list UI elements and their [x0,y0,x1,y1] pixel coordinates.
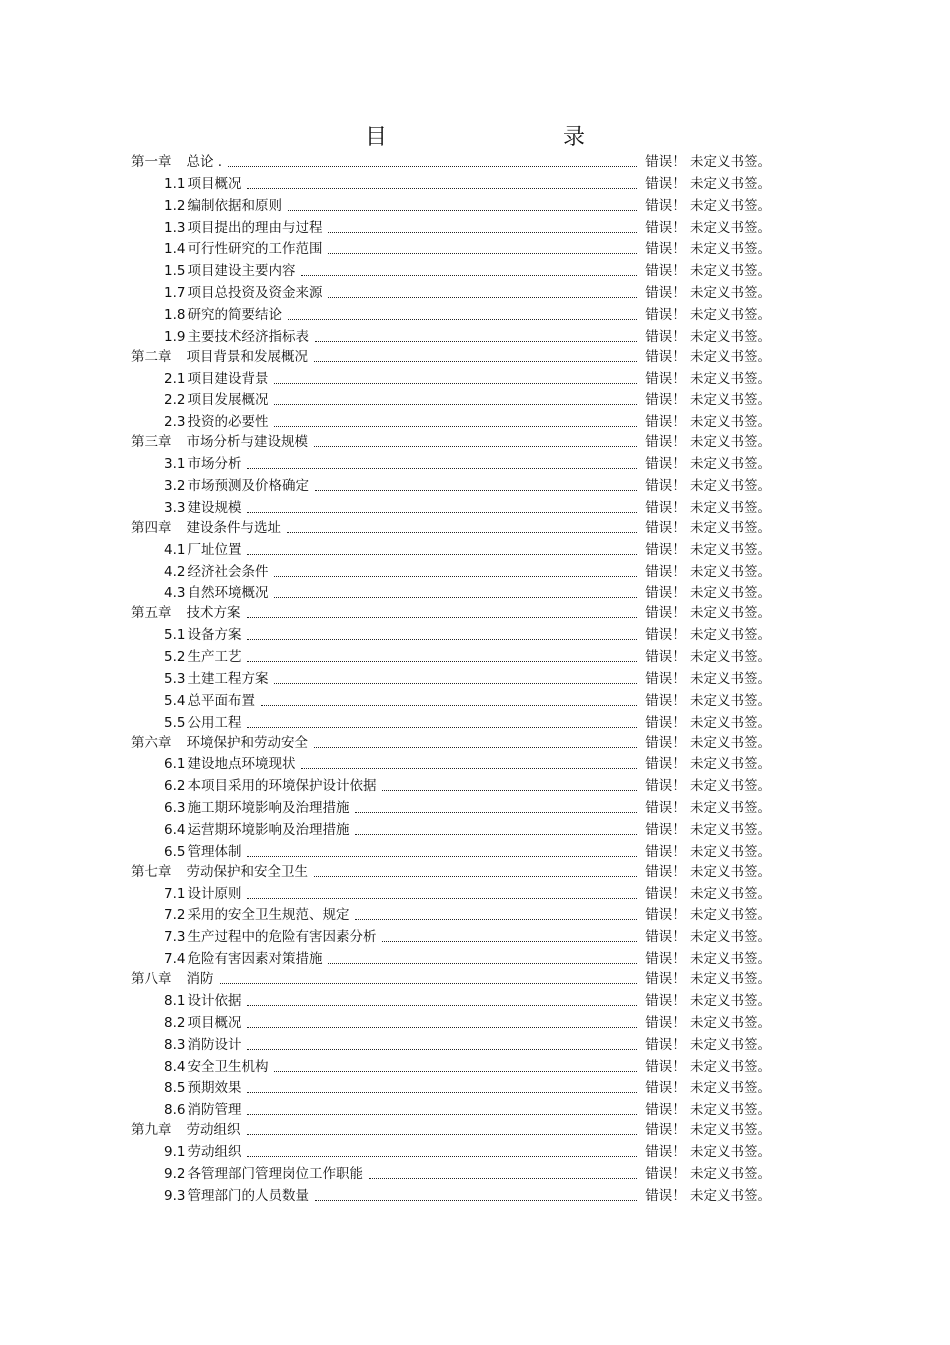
dot-leader [247,1102,637,1115]
toc-entry-label [164,329,309,345]
toc-section-entry[interactable] [131,236,771,258]
toc-entry-text: 预期效果 [187,1080,242,1097]
toc-entry-text: 项目建设主要内容 [187,263,296,280]
toc-entry-number: 2.2 [164,392,186,409]
dot-leader [382,929,637,942]
toc-entry-number: 8.1 [164,993,186,1009]
toc-entry-label [164,456,241,472]
toc-entry-page-ref: 错误！ 未定义书签。 [645,154,771,170]
toc-entry-number: 2.1 [164,370,186,387]
toc-section-entry[interactable] [131,1053,771,1075]
toc-entry-label [131,735,308,751]
toc-entry-text: 研究的简要结论 [187,306,282,323]
toc-entry-number: 4.2 [164,563,186,580]
toc-entry-page-ref: 错误！ 未定义书签。 [645,649,771,666]
dot-leader [274,392,637,405]
toc-entry-text: 消防 [186,971,214,988]
toc-entry-page-ref: 错误！ 未定义书签。 [645,821,771,838]
toc-entry-page-ref: 错误！ 未定义书签。 [645,885,771,902]
toc-chapter-entry[interactable] [131,967,771,987]
toc-section-entry[interactable] [131,1160,771,1182]
toc-entry-number: 4.3 [164,585,186,602]
toc-entry-text: 设备方案 [187,627,242,644]
toc-section-entry[interactable] [131,987,771,1009]
dot-leader [287,520,637,533]
toc-entry-number: 7.3 [164,929,186,946]
toc-entry-number: 5.2 [164,649,186,666]
toc-entry-label [164,715,241,731]
toc-entry-page-ref: 错误！ 未定义书签。 [645,1122,771,1139]
dot-leader [274,585,637,598]
toc-entry-number: 3.1 [164,456,186,473]
toc-chapter-entry[interactable] [131,731,771,751]
toc-entry-text: 项目概况 [187,175,242,192]
toc-entry-label [164,693,255,709]
toc-entry-text: 本项目采用的环境保护设计依据 [187,778,377,795]
toc-entry-text: 各管理部门管理岗位工作职能 [187,1165,363,1182]
dot-leader [301,263,637,276]
toc-entry-page-ref: 错误！ 未定义书签。 [645,392,771,409]
dot-leader [369,1166,637,1179]
dot-leader [274,414,637,427]
toc-entry-text: 项目概况 [187,1014,242,1031]
toc-entry-label [164,285,322,301]
toc-entry-page-ref: 错误！ 未定义书签。 [645,328,771,345]
toc-section-entry[interactable] [131,687,771,709]
dot-leader [228,154,637,167]
dot-leader [247,605,638,618]
toc-entry-number: 6.2 [164,778,186,795]
dot-leader [247,844,637,857]
toc-chapter-entry[interactable] [131,860,771,880]
toc-entry-label [164,822,349,838]
toc-entry-page-ref: 错误！ 未定义书签。 [645,263,771,280]
toc-section-entry[interactable] [131,902,771,924]
toc-section-entry[interactable] [131,665,771,687]
dot-leader [247,886,637,899]
toc-entry-label [131,864,308,880]
toc-entry-number: 6.5 [164,843,186,860]
toc-section-entry[interactable] [131,1182,771,1204]
toc-entry-number: 第八章 [131,971,172,988]
toc-section-entry[interactable] [131,945,771,967]
toc-entry-number: 6.1 [164,756,186,773]
toc-entry-text: 生产过程中的危险有害因素分析 [187,929,377,946]
toc-entry-label [164,907,349,923]
toc-section-entry[interactable] [131,170,771,192]
toc-entry-text: 总平面布置 [187,692,255,709]
toc-entry-label [164,585,268,601]
toc-entry-label [164,478,309,494]
toc-entry-page-ref: 错误！ 未定义书签。 [645,414,771,431]
toc-entry-page-ref: 错误！ 未定义书签。 [645,1165,771,1182]
toc-section-entry[interactable] [131,1138,771,1160]
toc-entry-label [164,1144,241,1160]
toc-entry-page-ref: 错误！ 未定义书签。 [645,863,771,880]
toc-entry-label [164,929,376,945]
dot-leader [247,542,637,555]
toc-section-entry[interactable] [131,279,771,301]
toc-entry-label [131,434,308,450]
toc-entry-number: 1.4 [164,241,186,258]
toc-entry-number: 第七章 [131,863,172,880]
toc-entry-label [164,778,376,794]
toc-section-entry[interactable] [131,323,771,345]
toc-chapter-entry[interactable] [131,1118,771,1138]
toc-entry-number: 第一章 [131,154,172,170]
toc-entry-page-ref: 错误！ 未定义书签。 [645,1144,771,1161]
toc-entry-page-ref: 错误！ 未定义书签。 [645,241,771,258]
toc-title: 目 录 [364,125,629,150]
toc-entry-label [131,1122,241,1138]
toc-entry-label [131,605,241,621]
toc-entry-page-ref: 错误！ 未定义书签。 [645,800,771,817]
toc-section-entry[interactable] [131,192,771,214]
toc-chapter-entry[interactable] [131,430,771,450]
toc-section-entry[interactable] [131,365,771,387]
dot-leader [314,735,637,748]
toc-entry-text: 安全卫生机构 [187,1058,269,1075]
table-of-contents [131,150,771,1204]
toc-section-entry[interactable] [131,621,771,643]
toc-entry-number: 2.3 [164,414,186,431]
toc-entry-number: 8.4 [164,1058,186,1075]
toc-section-entry[interactable] [131,1096,771,1118]
toc-entry-number: 6.3 [164,800,186,817]
toc-entry-text: 市场预测及价格确定 [187,477,309,494]
toc-entry-label [164,1037,241,1053]
toc-entry-number: 9.3 [164,1187,186,1204]
toc-entry-label [164,198,282,214]
toc-entry-number: 第三章 [131,434,172,451]
dot-leader [328,285,637,298]
toc-entry-page-ref: 错误！ 未定义书签。 [645,370,771,387]
toc-entry-text: 投资的必要性 [187,414,269,431]
toc-entry-number: 5.3 [164,670,186,687]
toc-entry-number: 9.1 [164,1144,186,1161]
toc-section-entry[interactable] [131,580,771,602]
toc-entry-page-ref: 错误！ 未定义书签。 [645,219,771,236]
toc-entry-page-ref: 错误！ 未定义书签。 [645,1080,771,1097]
toc-entry-page-ref: 错误！ 未定义书签。 [645,175,771,192]
toc-entry-page-ref: 错误！ 未定义书签。 [645,951,771,968]
dot-leader [274,371,637,384]
toc-entry-number: 5.1 [164,627,186,644]
toc-entry-label [131,154,222,170]
toc-entry-page-ref: 错误！ 未定义书签。 [645,714,771,731]
toc-entry-page-ref: 错误！ 未定义书签。 [645,929,771,946]
toc-section-entry[interactable] [131,301,771,323]
toc-entry-number: 7.1 [164,885,186,902]
toc-section-entry[interactable] [131,536,771,558]
toc-chapter-entry[interactable] [131,150,771,170]
toc-entry-number: 1.9 [164,328,186,345]
dot-leader [247,627,637,640]
toc-entry-page-ref: 错误！ 未定义书签。 [645,756,771,773]
toc-entry-page-ref: 错误！ 未定义书签。 [645,670,771,687]
dot-leader [247,456,637,469]
dot-leader [247,1122,638,1135]
toc-chapter-entry[interactable] [131,516,771,536]
dot-leader [314,864,637,877]
toc-entry-page-ref: 错误！ 未定义书签。 [645,563,771,580]
toc-entry-number: 1.2 [164,197,186,214]
toc-entry-label [164,500,241,516]
toc-entry-text: 编制依据和原则 [187,197,282,214]
toc-entry-label [164,414,268,430]
toc-entry-text: 项目总投资及资金来源 [187,285,323,302]
toc-entry-label [164,844,241,860]
dot-leader [261,693,637,706]
toc-entry-text: 市场分析与建设规模 [186,434,308,451]
toc-entry-number: 6.4 [164,821,186,838]
toc-entry-page-ref: 错误！ 未定义书签。 [645,434,771,451]
toc-entry-label [164,1059,268,1075]
toc-entry-number: 4.1 [164,541,186,558]
toc-entry-number: 3.3 [164,499,186,516]
dot-leader [247,1144,637,1157]
toc-entry-text: 劳动组织 [187,1144,242,1161]
toc-entry-label [164,756,295,772]
toc-entry-label [131,520,281,536]
toc-entry-label [164,1080,241,1096]
dot-leader [355,907,637,920]
toc-entry-number: 第九章 [131,1122,172,1139]
toc-entry-label [164,1188,309,1204]
toc-entry-number: 1.1 [164,175,186,192]
toc-section-entry[interactable] [131,880,771,902]
toc-entry-text: 建设地点环境现状 [187,756,296,773]
toc-entry-text: 消防管理 [187,1102,242,1119]
toc-section-entry[interactable] [131,494,771,516]
toc-entry-label [164,1102,241,1118]
toc-section-entry[interactable] [131,643,771,665]
toc-entry-text: 危险有害因素对策措施 [187,951,323,968]
toc-entry-page-ref: 错误！ 未定义书签。 [645,971,771,988]
toc-entry-page-ref: 错误！ 未定义书签。 [645,1187,771,1204]
toc-entry-page-ref: 错误！ 未定义书签。 [645,1036,771,1053]
toc-entry-label [164,176,241,192]
toc-entry-text: 自然环境概况 [187,585,269,602]
toc-entry-label [164,886,241,902]
dot-leader [247,715,637,728]
dot-leader [301,756,637,769]
toc-entry-text: 建设规模 [187,499,242,516]
toc-entry-number: 1.8 [164,306,186,323]
toc-entry-text: 项目提出的理由与过程 [187,219,323,236]
toc-entry-page-ref: 错误！ 未定义书签。 [645,907,771,924]
toc-entry-text: 环境保护和劳动安全 [186,734,308,751]
toc-entry-label [164,627,241,643]
dot-leader [315,1188,637,1201]
toc-section-entry[interactable] [131,772,771,794]
dot-leader [247,500,637,513]
toc-entry-text: 项目发展概况 [187,392,269,409]
toc-section-entry[interactable] [131,450,771,472]
toc-entry-text: 管理部门的人员数量 [187,1187,309,1204]
dot-leader [274,671,637,684]
toc-section-entry[interactable] [131,838,771,860]
toc-entry-label [164,220,322,236]
toc-section-entry[interactable] [131,816,771,838]
toc-entry-label [164,392,268,408]
toc-section-entry[interactable] [131,558,771,580]
toc-section-entry[interactable] [131,387,771,409]
toc-entry-text: 技术方案 [186,605,241,622]
dot-leader [247,649,637,662]
toc-entry-page-ref: 错误！ 未定义书签。 [645,477,771,494]
toc-entry-page-ref: 错误！ 未定义书签。 [645,197,771,214]
toc-entry-page-ref: 错误！ 未定义书签。 [645,843,771,860]
toc-entry-page-ref: 错误！ 未定义书签。 [645,306,771,323]
toc-section-entry[interactable] [131,1075,771,1097]
toc-entry-label [164,263,295,279]
toc-entry-text: 项目建设背景 [187,370,269,387]
toc-entry-text: 施工期环境影响及治理措施 [187,800,350,817]
toc-entry-number: 第六章 [131,734,172,751]
toc-entry-page-ref: 错误！ 未定义书签。 [645,692,771,709]
toc-entry-page-ref: 错误！ 未定义书签。 [645,585,771,602]
toc-entry-label [164,649,241,665]
toc-entry-page-ref: 错误！ 未定义书签。 [645,1058,771,1075]
dot-leader [355,800,637,813]
toc-entry-label [164,307,282,323]
toc-entry-text: 建设条件与选址 [186,519,281,536]
toc-section-entry[interactable] [131,1031,771,1053]
toc-chapter-entry[interactable] [131,345,771,365]
toc-entry-text: 项目背景和发展概况 [186,348,308,365]
toc-entry-label [164,993,241,1009]
toc-entry-number: 1.5 [164,263,186,280]
toc-entry-page-ref: 错误！ 未定义书签。 [645,605,771,622]
toc-entry-text: 运营期环境影响及治理措施 [187,821,350,838]
toc-entry-text: 消防设计 [187,1036,242,1053]
toc-entry-text: 厂址位置 [187,541,242,558]
dot-leader [328,220,637,233]
toc-entry-label [164,241,322,257]
toc-entry-number: 1.7 [164,285,186,302]
toc-entry-page-ref: 错误！ 未定义书签。 [645,1102,771,1119]
toc-entry-number: 5.4 [164,692,186,709]
toc-entry-text: 设计依据 [187,993,242,1009]
toc-entry-number: 第二章 [131,348,172,365]
toc-entry-number: 8.6 [164,1102,186,1119]
toc-section-entry[interactable] [131,214,771,236]
toc-entry-page-ref: 错误！ 未定义书签。 [645,348,771,365]
dot-leader [220,971,638,984]
toc-entry-text: 主要技术经济指标表 [187,328,309,345]
toc-entry-number: 3.2 [164,477,186,494]
dot-leader [355,822,637,835]
toc-section-entry[interactable] [131,408,771,430]
toc-entry-label [164,371,268,387]
toc-section-entry[interactable] [131,923,771,945]
dot-leader [288,307,637,320]
toc-entry-text: 劳动保护和安全卫生 [186,863,308,880]
toc-entry-number: 9.2 [164,1165,186,1182]
dot-leader [315,478,637,491]
toc-entry-text: 采用的安全卫生规范、规定 [187,907,350,924]
dot-leader [314,434,637,447]
toc-entry-number: 7.2 [164,907,186,924]
toc-entry-page-ref: 错误！ 未定义书签。 [645,519,771,536]
dot-leader [247,1037,637,1050]
toc-entry-number: 8.3 [164,1036,186,1053]
dot-leader [274,564,637,577]
toc-entry-text: 总论 . [186,154,223,170]
toc-entry-page-ref: 错误！ 未定义书签。 [645,541,771,558]
toc-entry-label [164,671,268,687]
toc-entry-label [164,1015,241,1031]
toc-entry-label [131,971,214,987]
toc-entry-number: 第四章 [131,519,172,536]
toc-entry-page-ref: 错误！ 未定义书签。 [645,778,771,795]
toc-entry-page-ref: 错误！ 未定义书签。 [645,734,771,751]
toc-chapter-entry[interactable] [131,601,771,621]
toc-entry-page-ref: 错误！ 未定义书签。 [645,1014,771,1031]
toc-entry-label [164,1166,363,1182]
toc-entry-text: 设计原则 [187,885,242,902]
toc-entry-label [164,542,241,558]
toc-section-entry[interactable] [131,751,771,773]
toc-section-entry[interactable] [131,257,771,279]
toc-entry-number: 1.3 [164,219,186,236]
toc-entry-number: 7.4 [164,951,186,968]
toc-entry-number: 8.5 [164,1080,186,1097]
dot-leader [288,198,637,211]
dot-leader [247,1015,637,1028]
toc-entry-label [164,800,349,816]
toc-entry-text: 经济社会条件 [187,563,269,580]
toc-section-entry[interactable] [131,794,771,816]
dot-leader [247,1080,637,1093]
toc-entry-text: 可行性研究的工作范围 [187,241,323,258]
toc-entry-page-ref: 错误！ 未定义书签。 [645,456,771,473]
dot-leader [247,176,637,189]
toc-entry-text: 管理体制 [187,843,242,860]
toc-entry-label [131,349,308,365]
toc-entry-text: 公用工程 [187,714,242,731]
dot-leader [328,951,637,964]
dot-leader [315,329,637,342]
toc-entry-label [164,951,322,967]
dot-leader [314,349,637,362]
toc-entry-page-ref: 错误！ 未定义书签。 [645,627,771,644]
toc-entry-text: 劳动组织 [186,1122,241,1139]
toc-section-entry[interactable] [131,472,771,494]
toc-entry-page-ref: 错误！ 未定义书签。 [645,285,771,302]
toc-entry-label [164,564,268,580]
toc-entry-text: 生产工艺 [187,649,242,666]
toc-entry-text: 市场分析 [187,456,242,473]
toc-entry-number: 5.5 [164,714,186,731]
toc-entry-text: 土建工程方案 [187,670,269,687]
dot-leader [247,993,637,1006]
toc-entry-page-ref: 错误！ 未定义书签。 [645,499,771,516]
toc-section-entry[interactable] [131,1009,771,1031]
toc-section-entry[interactable] [131,709,771,731]
dot-leader [274,1059,637,1072]
dot-leader [328,241,637,254]
toc-entry-number: 第五章 [131,605,172,622]
toc-entry-page-ref: 错误！ 未定义书签。 [645,993,771,1009]
dot-leader [382,778,637,791]
toc-entry-number: 8.2 [164,1014,186,1031]
